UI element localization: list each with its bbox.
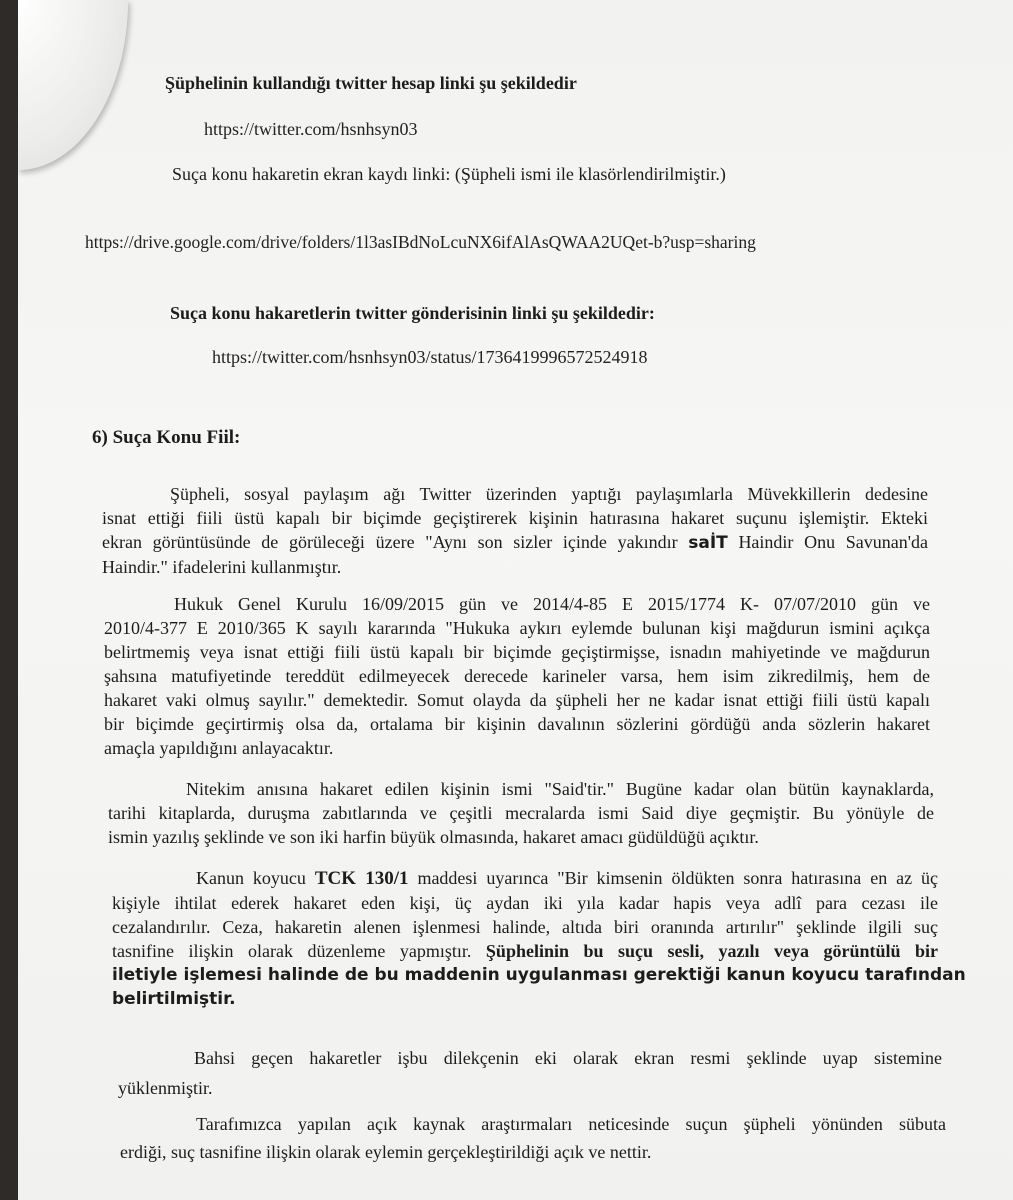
paragraph-line: Haindir." ifadelerini kullanmıştır. (102, 557, 342, 577)
section-title: 6) Suça Konu Fiil: (92, 427, 241, 448)
paragraph-line: bir biçimde geçirtirmiş olsa da, ortalama bir kişinin davalının sözlerini gördüğü anda sözlerin hakaret (104, 714, 930, 734)
paragraph-line: hakaret vaki olmuş sayılır." demektedir. Somut olayda da şüpheli her ne kadar isnat ettiği fiili üstü kapalı (104, 690, 930, 710)
paragraph-line: erdiği, suç tasnifine ilişkin olarak eylemin gerçekleştirildiği açık ve nettir. (120, 1142, 652, 1162)
paragraph-2 (104, 592, 930, 760)
paragraph-3 (108, 777, 934, 849)
drive-folder-url[interactable]: https://drive.google.com/drive/folders/1l3asIBdNoLcuNX6ifAlAsQWAA2UQet-b?usp=sharing (85, 232, 756, 252)
document-page (18, 0, 1013, 1200)
paragraph-text: Haindir Onu Savunan'da (738, 532, 928, 552)
paragraph-line: tarihi kitaplarda, duruşma zabıtlarında ve çeşitli mecralarda ismi Said diye geçmiştir. Bu yönüyle de (108, 803, 934, 823)
paragraph-line: Hukuk Genel Kurulu 16/09/2015 gün ve 2014/4-85 E 2015/1774 K- 07/07/2010 gün ve (174, 594, 930, 614)
paragraph-4 (112, 866, 966, 1011)
paragraph-text: Kanun koyucu (196, 868, 306, 888)
paragraph-line: yüklenmiştir. (118, 1078, 213, 1098)
paragraph-line: şahsına matufiyetinde tereddüt edilmeyecek derecede karineler varsa, hem isim zikredilmiş, hem de (104, 666, 930, 686)
paragraph-line (112, 939, 938, 963)
paragraph-line: 2010/4-377 E 2010/365 K sayılı kararında "Hukuka aykırı eylemde bulunan kişi mağdurun ismini açıkça (104, 618, 930, 638)
paragraph-line (102, 530, 928, 555)
paragraph-line: Bahsi geçen hakaretler işbu dilekçenin eki olarak ekran resmi şeklinde uyap sistemine (194, 1048, 942, 1068)
paragraph-5 (118, 1043, 942, 1103)
paragraph-6 (120, 1110, 946, 1166)
paragraph-line: cezalandırılır. Ceza, hakaretin alenen işlenmesi halinde, altıda biri oranında artırılır" şeklinde ilgili suç (112, 917, 938, 937)
paragraph-line (112, 866, 938, 891)
paragraph-line: ismin yazılış şeklinde ve son iki harfin büyük olmasında, hakaret amacı güdüldüğü açıktır. (108, 827, 759, 847)
tweet-link-label: Suça konu hakaretlerin twitter gönderisinin linki şu şekildedir: (170, 303, 655, 323)
twitter-account-label: Şüphelinin kullandığı twitter hesap linki şu şekildedir (165, 73, 577, 93)
law-reference: TCK 130/1 (314, 868, 409, 889)
paragraph-text: tasnifine ilişkin olarak düzenleme yapmıştır. (112, 941, 472, 961)
paragraph-line: belirtmemiş veya isnat ettiği fiili üstü kapalı bir biçimde geçiştirmişse, isnadın mahiyetinde ve mağdurun (104, 642, 930, 662)
paragraph-text: ekran görüntüsünde de görüleceği üzere "Aynı son sizler içinde yakındır (102, 532, 678, 552)
paragraph-line: Şüpheli, sosyal paylaşım ağı Twitter üzerinden yaptığı paylaşımlarla Müvekkillerin dedesine (170, 484, 928, 504)
tweet-status-url[interactable]: https://twitter.com/hsnhsyn03/status/1736419996572524918 (212, 347, 648, 367)
paragraph-line: isnat ettiği fiili üstü kapalı bir biçimde geçiştirerek kişinin hatırasına hakaret suçunu işlemiştir. Ekteki (102, 508, 928, 528)
paragraph-line: amaçla yapıldığını anlayacaktır. (104, 738, 334, 758)
twitter-account-url[interactable]: https://twitter.com/hsnhsyn03 (204, 119, 418, 139)
paragraph-line: kişiyle ihtilat ederek hakaret eden kişi, üç aydan iki yıla kadar hapis veya adlî para cezası ile (112, 893, 938, 913)
paragraph-line: Tarafımızca yapılan açık kaynak araştırmaları neticesinde suçun şüpheli yönünden sübuta (196, 1114, 946, 1134)
paragraph-text: maddesi uyarınca "Bir kimsenin öldükten sonra hatırasına en az üç (417, 868, 939, 888)
paragraph-line: Nitekim anısına hakaret edilen kişinin ismi "Said'tir." Bugüne kadar olan bütün kaynaklarda, (186, 779, 934, 799)
screen-record-label: Suça konu hakaretin ekran kaydı linki: (Şüpheli ismi ile klasörlendirilmiştir.) (172, 164, 726, 184)
paragraph-line: belirtilmiştir. (112, 989, 236, 1009)
page-curl (18, 0, 128, 170)
emphasized-text: Şüphelinin bu suçu sesli, yazılı veya görüntülü bir (485, 941, 939, 961)
paragraph-line: iletiyle işlemesi halinde de bu maddenin uygulanması gerektiği kanun koyucu tarafından (112, 965, 966, 985)
emphasized-name: saİT (688, 533, 728, 553)
paragraph-1 (102, 482, 928, 579)
